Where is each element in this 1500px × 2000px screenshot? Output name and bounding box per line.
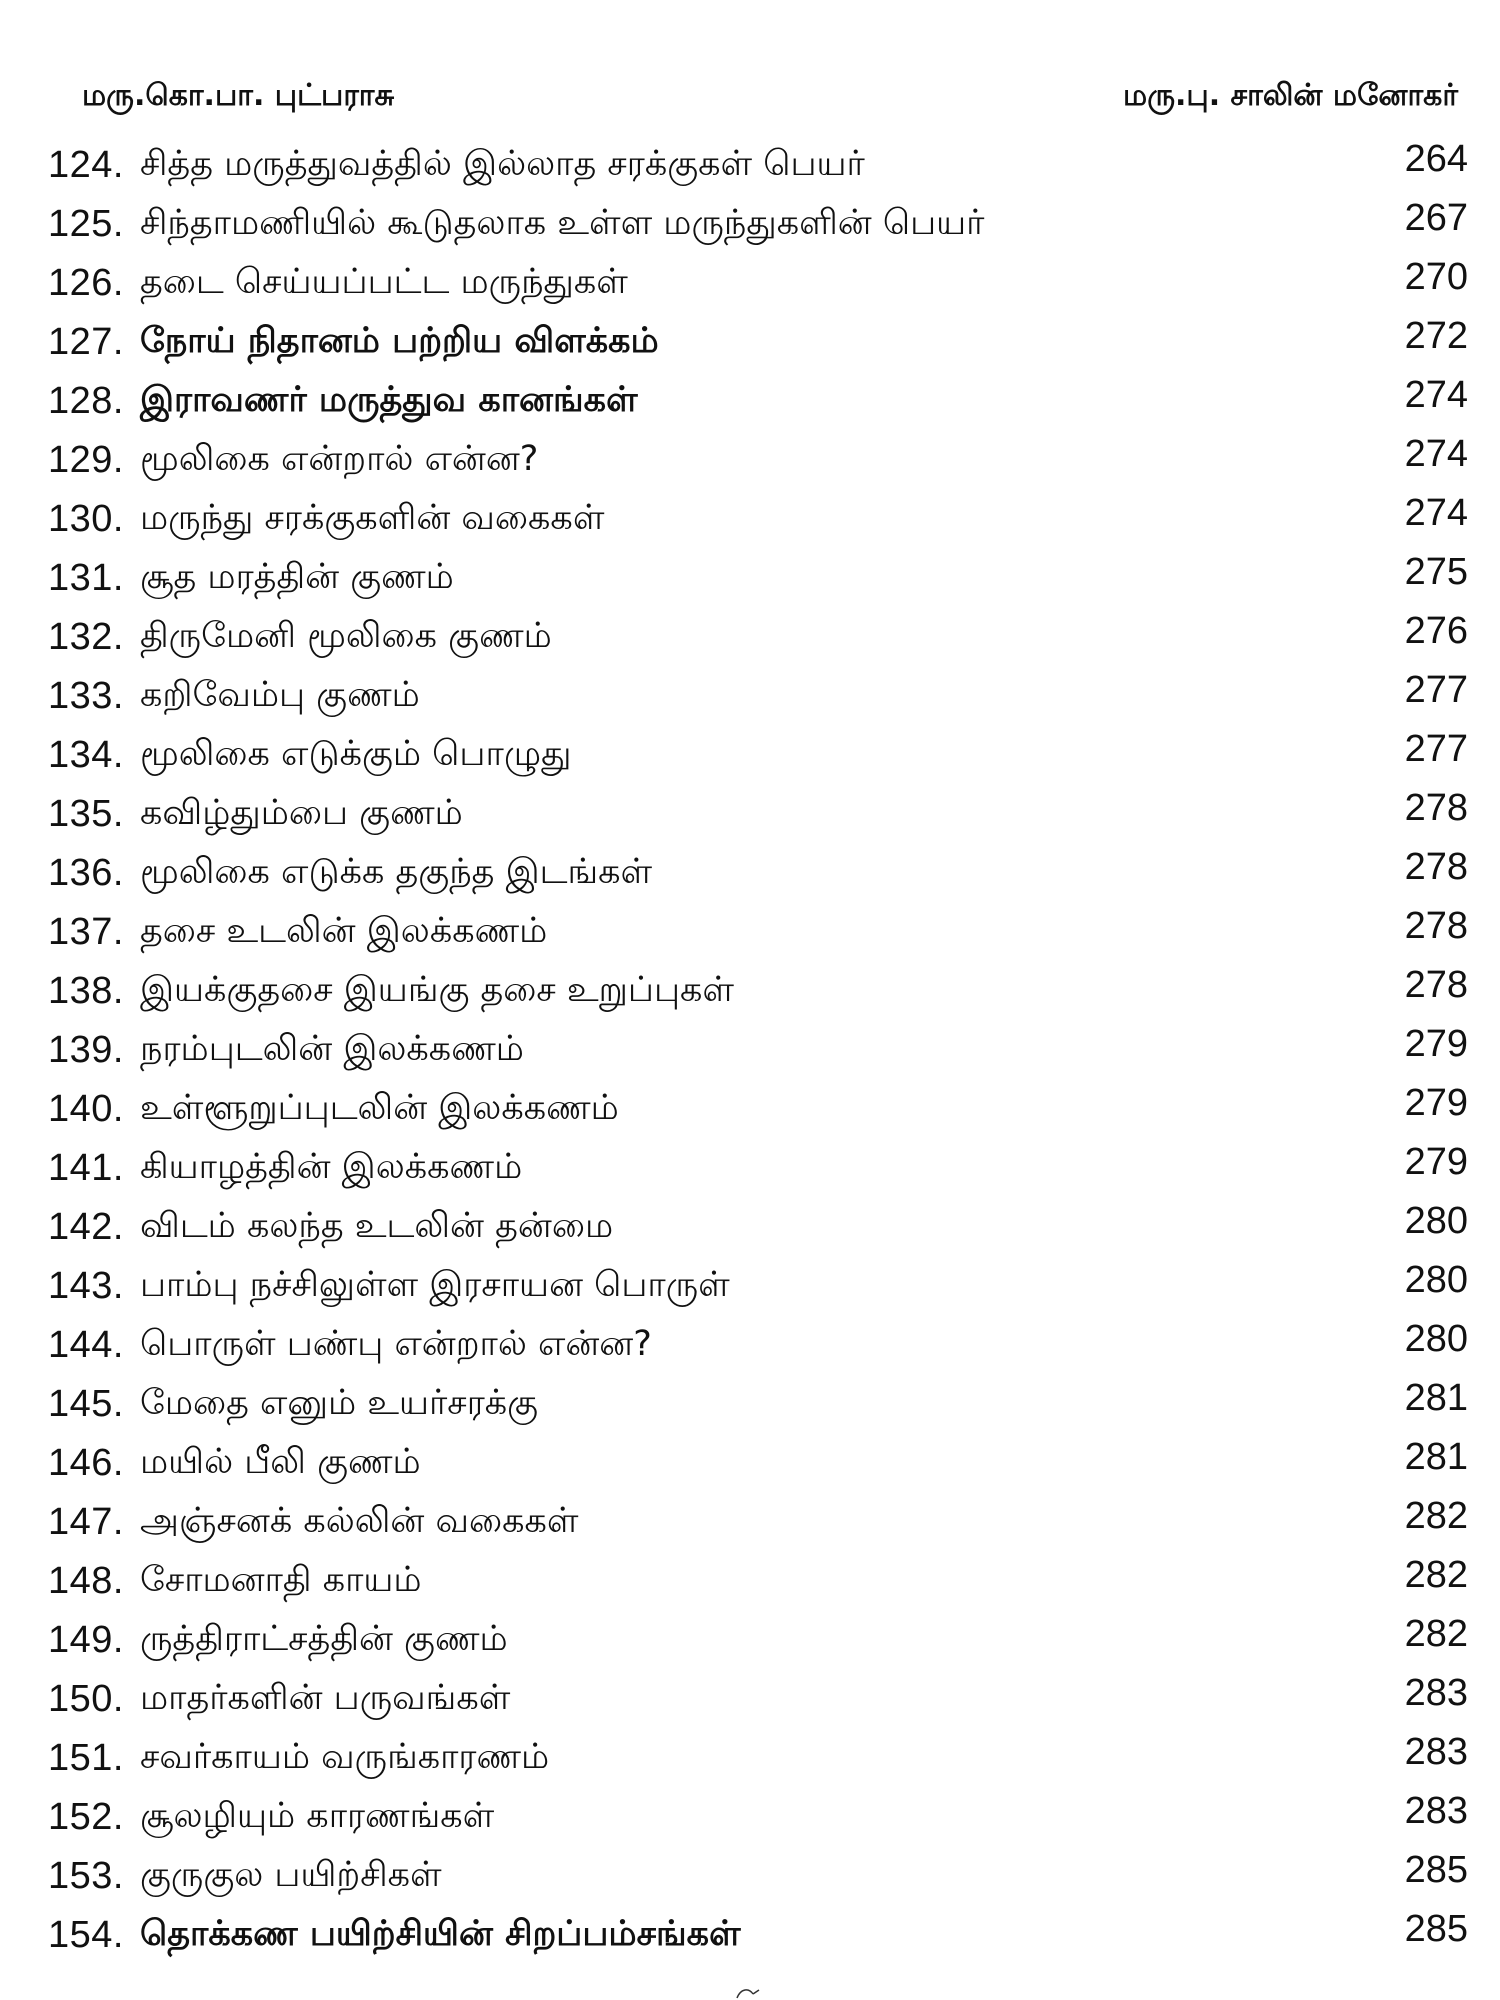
toc-entry bbox=[48, 905, 1468, 964]
toc-entry bbox=[48, 787, 1468, 846]
toc-entry-number: 130. bbox=[48, 498, 124, 540]
toc-entry-number: 138. bbox=[48, 970, 124, 1012]
toc-entry-page-number: 280 bbox=[1404, 1318, 1468, 1360]
toc-entry-title: சவர்காயம் வருங்காரணம் bbox=[140, 1737, 550, 1777]
toc-entry bbox=[48, 669, 1468, 728]
toc-entry bbox=[48, 315, 1468, 374]
toc-entry bbox=[48, 138, 1468, 197]
toc-entry-number: 127. bbox=[48, 321, 124, 363]
toc-entry-page-number: 282 bbox=[1404, 1495, 1468, 1537]
toc-entry-number: 125. bbox=[48, 203, 124, 245]
toc-entry-title: மூலிகை எடுக்க தகுந்த இடங்கள் bbox=[140, 852, 653, 892]
toc-entry-title: பொருள் பண்பு என்றால் என்ன? bbox=[140, 1324, 652, 1364]
toc-entry-title: தசை உடலின் இலக்கணம் bbox=[140, 911, 548, 951]
toc-entry-page-number: 282 bbox=[1404, 1554, 1468, 1596]
toc-entry-title: இராவணர் மருத்துவ கானங்கள் bbox=[140, 380, 638, 420]
toc-entry-title: மூலிகை எடுக்கும் பொழுது bbox=[140, 734, 572, 774]
toc-entry-page-number: 279 bbox=[1404, 1141, 1468, 1183]
toc-entry-title: மேதை எனும் உயர்சரக்கு bbox=[140, 1383, 539, 1423]
toc-entry-page-number: 276 bbox=[1404, 610, 1468, 652]
toc-entry-title: இயக்குதசை இயங்கு தசை உறுப்புகள் bbox=[140, 970, 734, 1010]
toc-entry-number: 151. bbox=[48, 1737, 124, 1779]
toc-entry-page-number: 278 bbox=[1404, 905, 1468, 947]
toc-entry-number: 135. bbox=[48, 793, 124, 835]
toc-entry-page-number: 281 bbox=[1404, 1377, 1468, 1419]
page-header bbox=[82, 78, 1458, 128]
toc-entry-number: 154. bbox=[48, 1914, 124, 1956]
toc-entry-number: 137. bbox=[48, 911, 124, 953]
toc-entry bbox=[48, 492, 1468, 551]
toc-entry-number: 153. bbox=[48, 1855, 124, 1897]
toc-entry bbox=[48, 1672, 1468, 1731]
toc-entry-number: 124. bbox=[48, 144, 124, 186]
toc-entry-page-number: 275 bbox=[1404, 551, 1468, 593]
toc-entry-page-number: 274 bbox=[1404, 433, 1468, 475]
toc-entry bbox=[48, 1908, 1468, 1967]
toc-entry bbox=[48, 1141, 1468, 1200]
toc-entry-number: 128. bbox=[48, 380, 124, 422]
toc-entry-title: மயில் பீலி குணம் bbox=[140, 1442, 421, 1482]
toc-entry-title: அஞ்சனக் கல்லின் வகைகள் bbox=[140, 1501, 579, 1541]
toc-entry-number: 134. bbox=[48, 734, 124, 776]
toc-entry-page-number: 278 bbox=[1404, 787, 1468, 829]
toc-entry bbox=[48, 1082, 1468, 1141]
toc-entry-title: கவிழ்தும்பை குணம் bbox=[140, 793, 463, 833]
toc-entry bbox=[48, 964, 1468, 1023]
toc-entry-number: 136. bbox=[48, 852, 124, 894]
toc-entry bbox=[48, 1436, 1468, 1495]
toc-entry-title: ருத்திராட்சத்தின் குணம் bbox=[140, 1619, 508, 1659]
toc-entry-number: 132. bbox=[48, 616, 124, 658]
toc-entry bbox=[48, 1200, 1468, 1259]
toc-entry-number: 141. bbox=[48, 1147, 124, 1189]
toc-entry-title: கறிவேம்பு குணம் bbox=[140, 675, 420, 715]
toc-entry-page-number: 282 bbox=[1404, 1613, 1468, 1655]
toc-entry-title: சூலழியும் காரணங்கள் bbox=[140, 1796, 495, 1836]
header-left-author: மரு.கொ.பா. புட்பராசு bbox=[82, 78, 395, 113]
toc-entry-page-number: 280 bbox=[1404, 1259, 1468, 1301]
toc-entry-page-number: 279 bbox=[1404, 1023, 1468, 1065]
toc-entry-number: 152. bbox=[48, 1796, 124, 1838]
toc-entry bbox=[48, 1554, 1468, 1613]
toc-entry bbox=[48, 1377, 1468, 1436]
toc-entry bbox=[48, 610, 1468, 669]
toc-entry-page-number: 283 bbox=[1404, 1731, 1468, 1773]
toc-entry-number: 149. bbox=[48, 1619, 124, 1661]
toc-entry-page-number: 277 bbox=[1404, 669, 1468, 711]
toc-entry-page-number: 285 bbox=[1404, 1908, 1468, 1950]
toc-entry-title: நோய் நிதானம் பற்றிய விளக்கம் bbox=[140, 321, 659, 361]
toc-entry-title: தொக்கண பயிற்சியின் சிறப்பம்சங்கள் bbox=[140, 1914, 741, 1954]
table-of-contents bbox=[48, 138, 1468, 1967]
toc-entry bbox=[48, 1731, 1468, 1790]
toc-entry-title: மருந்து சரக்குகளின் வகைகள் bbox=[140, 498, 605, 538]
toc-entry-number: 148. bbox=[48, 1560, 124, 1602]
header-right-author: மரு.பு. சாலின் மனோகர் bbox=[1123, 78, 1458, 113]
toc-entry bbox=[48, 256, 1468, 315]
toc-entry-title: மாதர்களின் பருவங்கள் bbox=[140, 1678, 511, 1718]
toc-entry-number: 145. bbox=[48, 1383, 124, 1425]
toc-entry-title: தடை செய்யப்பட்ட மருந்துகள் bbox=[140, 262, 628, 302]
toc-entry-title: சூத மரத்தின் குணம் bbox=[140, 557, 454, 597]
toc-entry-number: 144. bbox=[48, 1324, 124, 1366]
toc-entry bbox=[48, 728, 1468, 787]
toc-entry-title: குருகுல பயிற்சிகள் bbox=[140, 1855, 442, 1895]
toc-entry-title: விடம் கலந்த உடலின் தன்மை bbox=[140, 1206, 614, 1246]
toc-entry-number: 140. bbox=[48, 1088, 124, 1130]
toc-entry-title: உள்ளூறுப்புடலின் இலக்கணம் bbox=[140, 1088, 619, 1128]
toc-entry-title: கியாழத்தின் இலக்கணம் bbox=[140, 1147, 523, 1187]
toc-entry-number: 143. bbox=[48, 1265, 124, 1307]
toc-entry-number: 147. bbox=[48, 1501, 124, 1543]
toc-entry bbox=[48, 433, 1468, 492]
page-footer-mark bbox=[735, 1986, 761, 2000]
toc-entry bbox=[48, 1259, 1468, 1318]
toc-entry-number: 139. bbox=[48, 1029, 124, 1071]
toc-entry-number: 142. bbox=[48, 1206, 124, 1248]
toc-entry bbox=[48, 1849, 1468, 1908]
toc-entry-number: 133. bbox=[48, 675, 124, 717]
toc-entry-title: சித்த மருத்துவத்தில் இல்லாத சரக்குகள் பெயர் bbox=[140, 144, 865, 184]
toc-entry-page-number: 270 bbox=[1404, 256, 1468, 298]
toc-entry bbox=[48, 1318, 1468, 1377]
toc-entry-page-number: 280 bbox=[1404, 1200, 1468, 1242]
toc-entry-title: மூலிகை என்றால் என்ன? bbox=[140, 439, 539, 479]
toc-entry-number: 131. bbox=[48, 557, 124, 599]
toc-entry-page-number: 283 bbox=[1404, 1790, 1468, 1832]
toc-entry bbox=[48, 846, 1468, 905]
toc-entry-number: 150. bbox=[48, 1678, 124, 1720]
toc-entry-page-number: 278 bbox=[1404, 846, 1468, 888]
toc-entry-title: நரம்புடலின் இலக்கணம் bbox=[140, 1029, 524, 1069]
toc-entry-number: 129. bbox=[48, 439, 124, 481]
toc-entry bbox=[48, 1495, 1468, 1554]
toc-entry-page-number: 279 bbox=[1404, 1082, 1468, 1124]
toc-entry-title: பாம்பு நச்சிலுள்ள இரசாயன பொருள் bbox=[140, 1265, 730, 1305]
toc-entry-title: திருமேனி மூலிகை குணம் bbox=[140, 616, 552, 656]
toc-entry-page-number: 267 bbox=[1404, 197, 1468, 239]
toc-entry bbox=[48, 551, 1468, 610]
toc-entry-title: சிந்தாமணியில் கூடுதலாக உள்ள மருந்துகளின் பெயர் bbox=[140, 203, 985, 243]
toc-entry bbox=[48, 374, 1468, 433]
toc-entry-page-number: 281 bbox=[1404, 1436, 1468, 1478]
toc-entry bbox=[48, 1023, 1468, 1082]
toc-entry-page-number: 274 bbox=[1404, 492, 1468, 534]
toc-entry-page-number: 285 bbox=[1404, 1849, 1468, 1891]
toc-entry-page-number: 278 bbox=[1404, 964, 1468, 1006]
toc-entry-number: 146. bbox=[48, 1442, 124, 1484]
toc-entry-number: 126. bbox=[48, 262, 124, 304]
toc-entry-title: சோமனாதி காயம் bbox=[140, 1560, 422, 1600]
toc-entry bbox=[48, 1790, 1468, 1849]
toc-entry-page-number: 277 bbox=[1404, 728, 1468, 770]
toc-entry-page-number: 264 bbox=[1404, 138, 1468, 180]
toc-entry-page-number: 272 bbox=[1404, 315, 1468, 357]
toc-entry bbox=[48, 1613, 1468, 1672]
toc-entry-page-number: 274 bbox=[1404, 374, 1468, 416]
toc-entry bbox=[48, 197, 1468, 256]
toc-entry-page-number: 283 bbox=[1404, 1672, 1468, 1714]
